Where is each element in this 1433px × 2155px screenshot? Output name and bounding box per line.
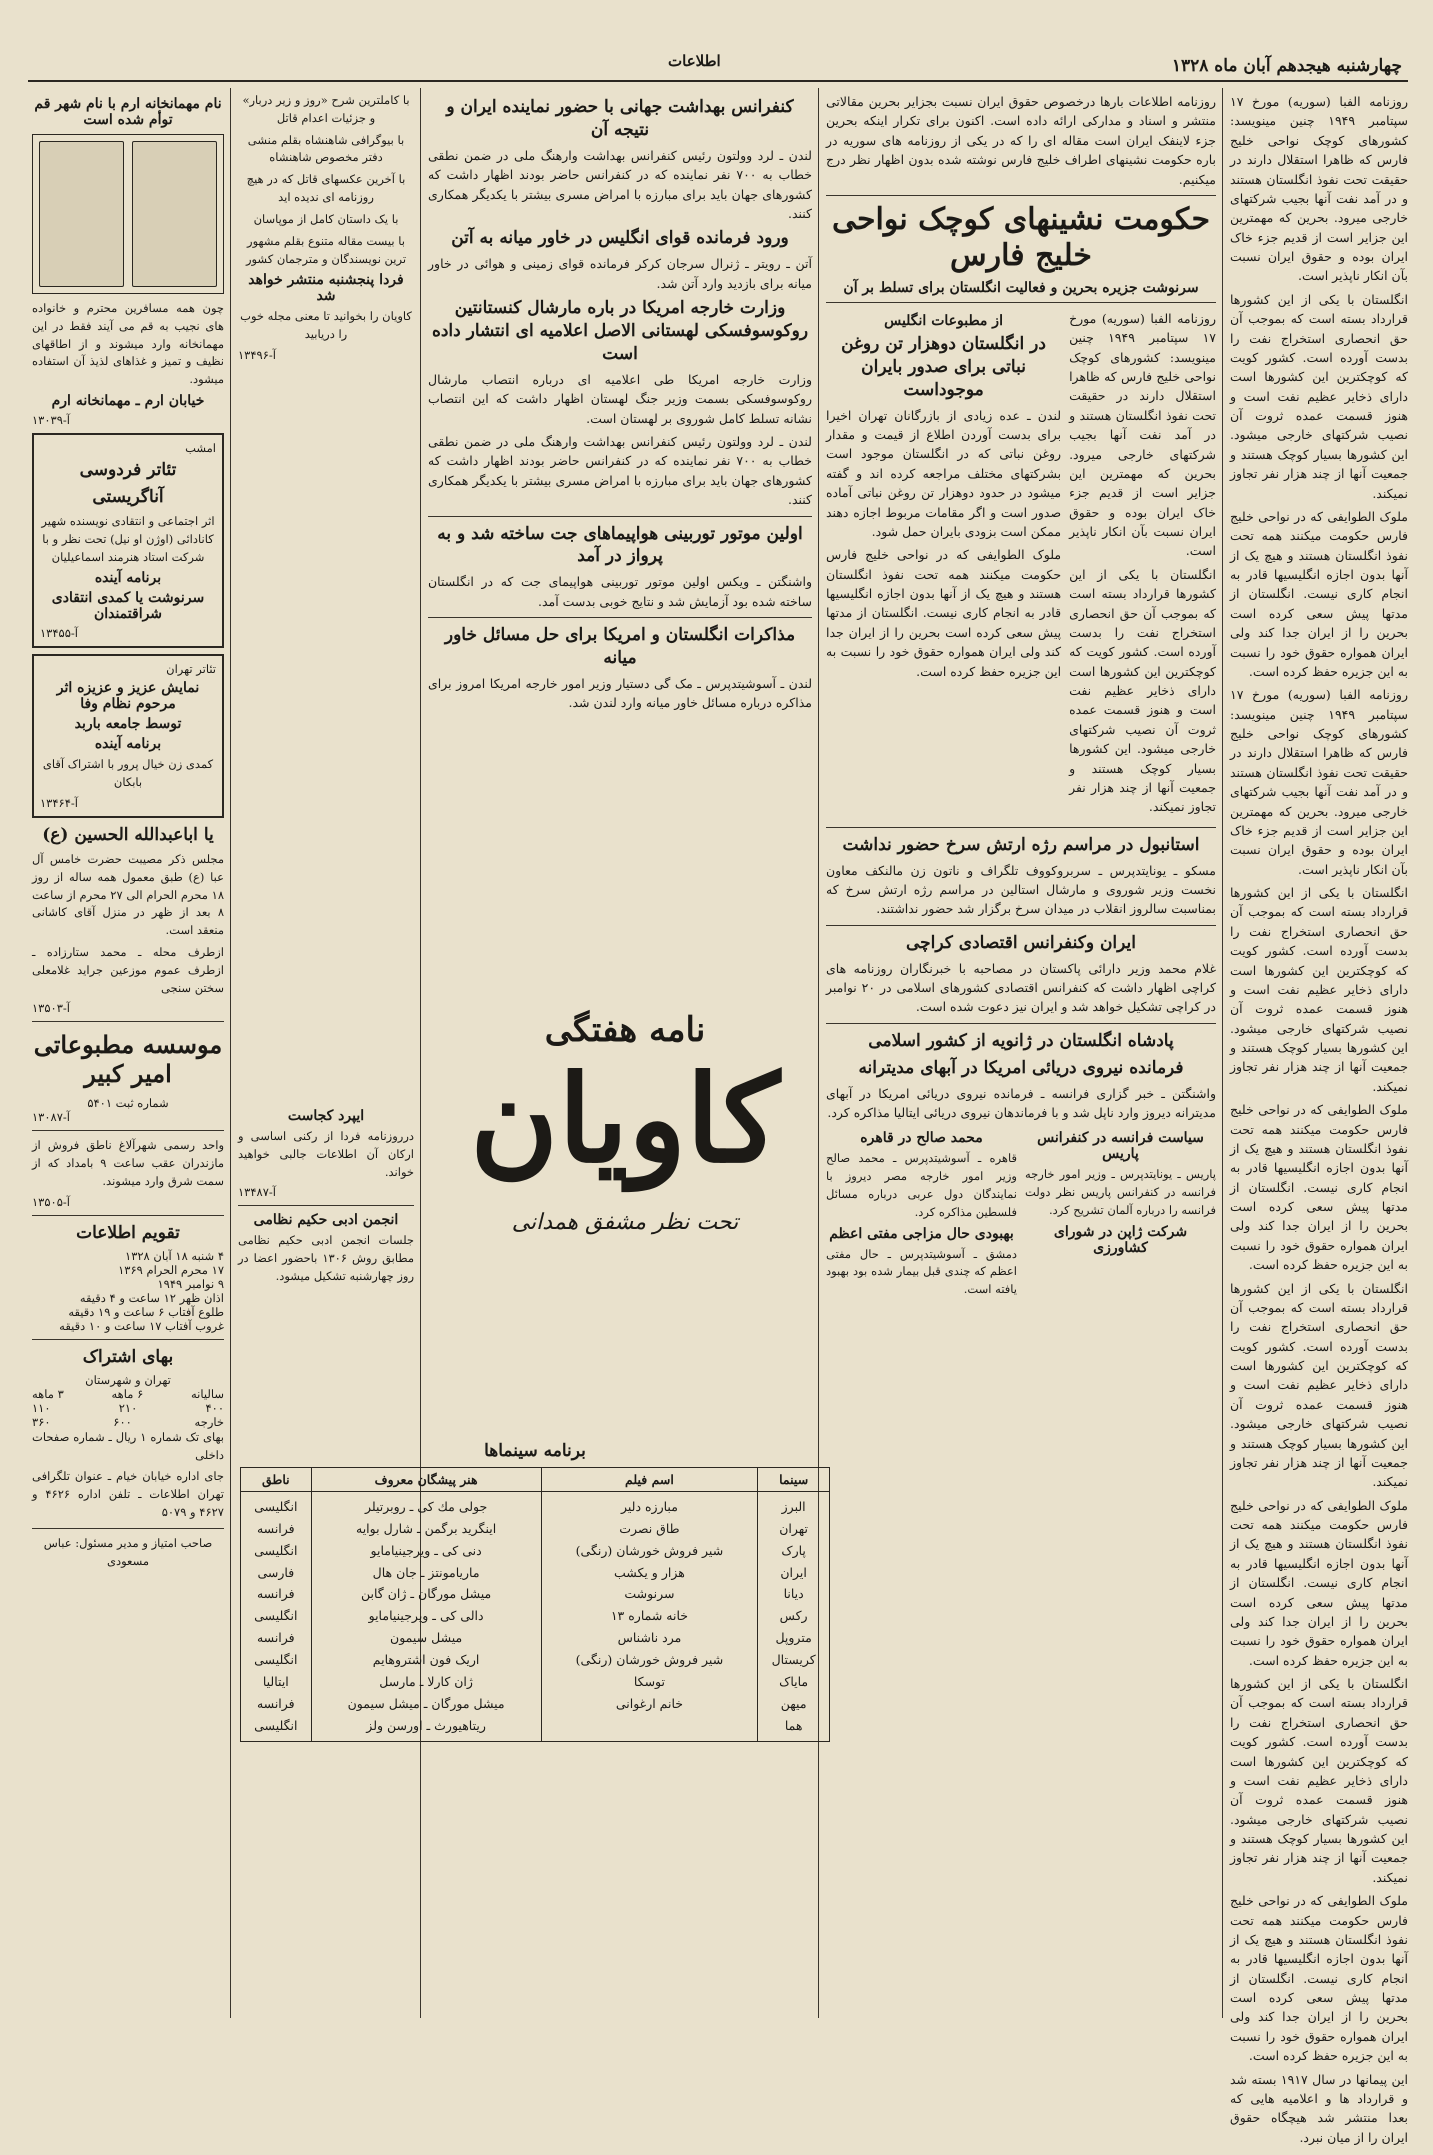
film-name: توسکا	[633, 1673, 665, 1689]
cinema-names-cell	[758, 1491, 830, 1741]
cinema-name: کریستال	[771, 1652, 816, 1668]
film-name: شیر فروش خورشان (رنگی)	[575, 1542, 724, 1558]
karachi-headline: ایران وکنفرانس اقتصادی کراچی	[906, 932, 1136, 953]
cinema-name: مایاک	[779, 1673, 809, 1689]
king-headline: پادشاه انگلستان در ژانویه از کشور اسلامی	[868, 1030, 1174, 1051]
talks-headline: مذاکرات انگلستان و امریکا برای حل مسائل خاور میانه	[444, 625, 796, 669]
navy-headline: فرمانده نیروی دریائی امریکا در آبهای مدیترانه	[858, 1057, 1184, 1078]
hotel-text: چون همه مسافرین محترم و خانواده های نجیب به قم می آیند فقط در این مهمانخانه وارد میشوند و از اطاقهای نظیف و تمیز و غذاهای لذیذ آن استفاده میشود.	[32, 301, 224, 387]
sub-price: ۲۱۰	[118, 1400, 138, 1415]
next-play: سرنوشت یا کمدی انتقادی شراقتمندان	[51, 590, 205, 623]
sub-header: سالیانه	[191, 1386, 224, 1401]
sub-header: ۳ ماهه	[32, 1386, 64, 1401]
theatre-ferdowsi-ad	[32, 433, 224, 648]
film-language: فرانسه	[256, 1586, 295, 1602]
promo-line: کاویان را بخوانید تا معنی مجله خوب را دریابید	[240, 309, 412, 342]
promo-line: با کاملترین شرح «روز و زیر دربار» و جزئیات اعدام قاتل	[242, 93, 410, 125]
article-text: انگلستان با یکی از این کشورها قرارداد بسته است که بموجب آن حق انحصاری استخراج نفت را بدست آورده است. کشور کویت که کوچکترین این کشورها است دارای ذخایر عظیم نفت است و هنوز قسمت عمده ثروت آن نصیب شرکتهای خارجی میشود. این کشورها بسیار کوچک هستند و جمعیت آنها از چند هزار نفر تجاوز نمیکند.	[1230, 885, 1408, 1094]
article-text: لندن ـ عده زیادی از بازرگانان تهران اخیرا برای بدست آوردن اطلاع از قیمت و مقدار روغن نباتی که در انگلستان موجود است بشرکتهای مختلف مراجعه کرده اند و گفته میشود در حدود دوهزار تن روغن نباتی آماده صدور است و اگر مقامات مربوط اجازه دهند ممکن است بزودی بایران حمل شود.	[826, 407, 1062, 539]
sub-price: ۱۱۰	[32, 1400, 51, 1415]
article-text: این پیمانها در سال ۱۹۱۷ بسته شد و قرارداد ها و اعلامیه هایی که بعدا منتشر شد هیچگاه حقوق ایران را از میان نبرد.	[1230, 2071, 1408, 2145]
office-address: جای اداره خیابان خیام ـ عنوان تلگرافی تهران اطلاعات ـ تلفن اداره ۴۶۲۶ و ۴۶۲۷ و ۵۰۷۹	[32, 1469, 224, 1519]
kavian-editor: تحت نظر مشفق همدانی	[511, 1210, 739, 1235]
film-language: فرانسه	[256, 1520, 295, 1536]
cinema-col-header: اسم فیلم	[541, 1467, 758, 1491]
subscription-region: تهران و شهرستان	[85, 1372, 171, 1387]
health-headline: بهبودی حال مزاجی مفتی اعظم	[829, 1225, 1014, 1242]
cinema-name: میهن	[780, 1695, 807, 1711]
theatre-name: تئاتر فردوسی	[79, 460, 177, 481]
film-name: سرنوشت	[624, 1586, 675, 1602]
actor-names: میشل سیمون	[390, 1630, 463, 1646]
column-world-news	[424, 88, 816, 993]
subscription-title: بهای اشتراک	[82, 1346, 174, 1367]
divider	[826, 827, 1216, 828]
film-name: خانه شماره ۱۳	[610, 1608, 689, 1624]
actor-names: دالی کی ـ ویرجینیامایو	[368, 1608, 484, 1624]
cinema-name: پارک	[781, 1542, 806, 1558]
cinema-row	[241, 1491, 830, 1741]
cinema-program	[240, 1436, 830, 1996]
divider	[826, 302, 1216, 303]
rokossovsky-headline: وزارت خارجه امریکا در باره مارشال کنستانتین روکوسوفسکی لهستانی الاصل اعلامیه ای انتشار داده است	[431, 298, 809, 364]
article-text: واشنگتن ـ خبر گزاری فرانسه ـ فرمانده نیروی دریائی امریکا در آبهای مدیترانه دیروز وارد ناپل شد و با فرماندهان نیروی دریائی ایتالیا مذاکره کرد.	[826, 1085, 1216, 1120]
article-text: انگلستان با یکی از این کشورها قرارداد بسته است که بموجب آن حق انحصاری استخراج نفت را بدست آورده است. کشور کویت که کوچکترین این کشورها است دارای ذخایر عظیم نفت است و هنوز قسمت عمده ثروت آن نصیب شرکتهای خارجی میشود. این کشورها بسیار کوچک هستند و جمعیت آنها از چند هزار نفر تجاوز نمیکند.	[1230, 291, 1408, 501]
sub-label: خارجه	[194, 1414, 224, 1429]
divider	[32, 1528, 224, 1529]
cinema-col-header: هنر پیشگان معروف	[311, 1467, 541, 1491]
play-name: نمایش عزیز و عزیزه اثر مرحوم نظام وفا	[56, 680, 200, 713]
sub-header: ۶ ماهه	[111, 1386, 144, 1401]
man-illustration-icon	[132, 141, 217, 287]
man-illustration-icon	[39, 141, 124, 287]
gulf-article-row	[826, 309, 1216, 821]
promo-line: با بیست مقاله متنوع بقلم مشهور ترین نویسندگان و مترجمان کشور	[245, 233, 407, 266]
divider	[238, 1205, 414, 1206]
article-text: مسکو ـ یونایتدپرس ـ سربروکووف تلگراف و ناتون زن مالنکف معاون نخست وزیر شوروی و مارشال استالین در مراسم رژه ارتش سرخ که بمناسبت سالروز انقلاب در میدان سرخ برگزار شد حضور نداشتند.	[826, 862, 1216, 917]
calendar-row: ۹ نوامبر ۱۹۴۹	[157, 1276, 224, 1291]
divider	[32, 1021, 224, 1022]
cinema-name: متروپل	[775, 1630, 812, 1646]
france-headline: سیاست فرانسه در کنفرانس پاریس	[1037, 1130, 1204, 1163]
cinema-name: دیانا	[783, 1586, 804, 1602]
article-text: ملوک الطوایفی که در نواحی خلیج فارس حکومت میکنند همه تحت نفوذ انگلستان هستند و هیچ یک از آنها بدون اجازه انگلیسیها قادر به انجام کاری نیست. انگلستان از مدتها پیش سعی کرده است بحرین را از ایران جدا کند ولی ایران همواره حقوق خود را نسبت به این جزیره حفظ کرده است.	[1230, 1102, 1408, 1273]
column-far-right	[1226, 88, 1412, 2155]
film-language: فرانسه	[256, 1630, 295, 1646]
ad-code: آ-۱۳۴۶۴	[40, 796, 78, 810]
film-language: انگلیسی	[254, 1498, 298, 1514]
hotel-illustration	[32, 134, 224, 294]
theatre-tehran-ad	[32, 654, 224, 818]
article-text: لندن ـ آسوشیتدپرس ـ مک گی دستیار وزیر امور خارجه امریکا امروز برای مذاکره درباره مسائل خاور میانه وارد لندن شد.	[428, 676, 812, 711]
promo-release: فردا پنجشنبه منتشر خواهد شد	[248, 272, 404, 305]
imam-title: یا اباعبدالله الحسین (ع)	[42, 825, 214, 845]
brief-row	[826, 1126, 1216, 1303]
issue-date: چهارشنبه هیجدهم آبان ماه ۱۳۲۸	[1171, 56, 1402, 76]
article-text: ملوک الطوایفی که در نواحی خلیج فارس حکومت میکنند همه تحت نفوذ انگلستان هستند و هیچ یک از آنها بدون اجازه انگلیسیها قادر به انجام کاری نیست. انگلستان از مدتها پیش سعی کرده است بحرین را از ایران جدا کند ولی ایران همواره حقوق خود را نسبت به این جزیره حفظ کرده است.	[1230, 1893, 1408, 2064]
cinema-name: ایران	[780, 1564, 807, 1580]
ad-code: آ-۱۳۰۳۹	[32, 413, 70, 428]
article-text: ملوک الطوایفی که در نواحی خلیج فارس حکومت میکنند همه تحت نفوذ انگلستان هستند و هیچ یک از آنها بدون اجازه انگلیسیها قادر به انجام کاری نیست. انگلستان از مدتها پیش سعی کرده است بحرین را از ایران جدا کند ولی ایران همواره حقوق خود را نسبت به این جزیره حفظ کرده است.	[1230, 1497, 1408, 1668]
article-text: انگلستان با یکی از این کشورها قرارداد بسته است که بموجب آن حق انحصاری استخراج نفت را بدست آورده است. کشور کویت که کوچکترین این کشورها است دارای ذخایر عظیم نفت است و هنوز قسمت عمده ثروت آن نصیب شرکتهای خارجی میشود. این کشورها بسیار کوچک هستند و جمعیت آنها از چند هزار نفر تجاوز نمیکند.	[1230, 1676, 1408, 1885]
subscription-foreign	[32, 1415, 224, 1429]
brief-right	[1025, 1126, 1216, 1303]
column-rule	[230, 88, 231, 2018]
ipgd-title: ایپرد کجاست	[287, 1108, 365, 1124]
tonight-label: امشب	[185, 441, 216, 456]
sub-price: ۳۶۰	[32, 1414, 51, 1429]
article-text: لندن ـ لرد وولتون رئیس کنفرانس بهداشت وارهنگ ملی در ضمن نطقی خطاب به ۷۰۰ نفر نماینده که در کنفرانس حاضر بودند اظهار داشت که کشورهای جهان باید برای مبارزه با امراض مسری بیشتر با یکدیگر همکاری کنند.	[428, 434, 812, 508]
film-language: انگلیسی	[254, 1542, 298, 1558]
divider	[826, 925, 1216, 926]
calendar-row: غروب آفتاب ۱۷ ساعت و ۱۰ دقیقه	[59, 1318, 224, 1333]
divider	[826, 195, 1216, 196]
actor-names: ژان کارلا ـ مارسل	[379, 1673, 473, 1689]
subheadline: سرنوشت جزیره بحرین و فعالیت انگلستان برای تسلط بر آن	[843, 279, 1199, 296]
press-registration: شماره ثبت ۵۴۰۱	[87, 1096, 169, 1111]
film-name: مرد ناشناس	[617, 1630, 682, 1646]
film-language: انگلیسی	[254, 1652, 298, 1668]
divider	[32, 1215, 224, 1216]
article-text: ملوک الطوایفی که در نواحی خلیج فارس حکومت میکنند همه تحت نفوذ انگلستان هستند و هیچ یک از آنها بدون اجازه انگلیسیها قادر به انجام کاری نیست. انگلستان از مدتها پیش سعی کرده است بحرین را از ایران جدا کند ولی ایران همواره حقوق خود را نسبت به این جزیره حفظ کرده است.	[1230, 508, 1408, 679]
column-ads	[28, 88, 228, 1578]
subscription-headers	[32, 1387, 224, 1401]
cinema-name: تهران	[779, 1520, 809, 1536]
gulf-article-right	[1069, 309, 1216, 821]
subscription-domestic	[32, 1401, 224, 1415]
source-label: از مطبوعات انگلیس	[884, 312, 1003, 329]
owner-signature: صاحب امتیاز و مدیر مسئول: عباس مسعودی	[43, 1535, 213, 1568]
column-kavian-promo	[234, 88, 418, 1098]
actor-names: ریتاهیورث ـ اورسن ولز	[366, 1717, 486, 1733]
article-text: انگلستان با یکی از این کشورها قرارداد بسته است که بموجب آن حق انحصاری استخراج نفت را بدست آورده است. کشور کویت که کوچکترین این کشورها است دارای ذخایر عظیم نفت است و هنوز قسمت عمده ثروت آن نصیب شرکتهای خارجی میشود. این کشورها بسیار کوچک هستند و جمعیت آنها از چند هزار نفر تجاوز نمیکند.	[1069, 566, 1216, 815]
kavian-promo	[430, 1350, 814, 1440]
film-names-cell	[541, 1491, 758, 1741]
calendar-row: ۴ شنبه ۱۸ آبان ۱۳۲۸	[125, 1248, 224, 1263]
divider	[32, 1339, 224, 1340]
paper-name: اطلاعات	[668, 52, 721, 70]
next-play: کمدی زن خیال پرور با اشتراک آقای بابکان	[42, 757, 214, 790]
calendar-row: اذان ظهر ۱۲ ساعت و ۴ دقیقه	[79, 1290, 224, 1305]
actor-names: دنی کی ـ ویرجینیامایو	[370, 1542, 482, 1558]
film-language: فارسی	[257, 1564, 295, 1580]
column-small-ads	[234, 1100, 418, 1430]
article-text: روزنامه الفبا (سوریه) مورخ ۱۷ سپتامبر ۱۹۴۹ چنین مینویسد: کشورهای کوچک نواحی خلیج فارس که ظاهرا استقلال دارند در حقیقت تحت نفوذ انگلستان هستند و در آمد نفت آنها بجیب شرکتهای خارجی میرود. بحرین که مهمترین این جزایر است از قدیم جزء خاک ایران بوده و حقوق ایران نسبت بآن انکار ناپذیر است.	[1230, 687, 1408, 877]
hakim-text: جلسات انجمن ادبی حکیم نظامی مطابق روش ۱۳۰۶ باحضور اعضا در روز چهارشنبه تشکیل میشود.	[238, 1233, 414, 1284]
hakim-title: انجمن ادبی حکیم نظامی	[253, 1212, 399, 1229]
imam-signers: ازطرف محله ـ محمد ستارزاده ـ ازطرف عموم موزعین جراید غلامعلی سختن سنجی	[32, 945, 224, 995]
actor-names: جولی مك كی ـ روبرتیلر	[364, 1498, 488, 1514]
calendar-title: تقویم اطلاعات	[76, 1222, 180, 1243]
cinema-header-row	[241, 1467, 830, 1491]
film-name: شیر فروش خورشان (رنگی)	[575, 1652, 724, 1668]
film-language: ایتالیا	[262, 1673, 289, 1689]
article-text: غلام محمد وزیر دارائی پاکستان در مصاحبه با خبرنگاران روزنامه های کراچی اظهار داشت که کنفرانس اقتصادی کشورهای اسلامی در ۲۰ نوامبر در کراچی تشکیل خواهد شد و ایران نیز دعوت شده است.	[826, 960, 1216, 1015]
cinema-col-header: ناطق	[241, 1467, 312, 1491]
cinema-title: برنامه سینماها	[484, 1441, 586, 1461]
article-text: ملوک الطوایفی که در نواحی خلیج فارس حکومت میکنند همه تحت نفوذ انگلستان هستند و هیچ یک از آنها بدون اجازه انگلیسیها قادر به انجام کاری نیست. انگلستان از مدتها پیش سعی کرده است بحرین را از ایران جدا کند ولی ایران همواره حقوق خود را نسبت به این جزیره حفظ کرده است.	[826, 547, 1062, 679]
ad-code: آ-۱۳۵۰۵	[32, 1194, 70, 1209]
next-program-label: برنامه آینده	[94, 570, 162, 587]
sub-price: ۶۰۰	[113, 1414, 132, 1429]
istanbul-headline: استانبول در مراسم رژه ارتش سرخ حضور نداشت	[842, 834, 1200, 855]
ipgd-text: درروزنامه فردا از رکنی اساسی و ارکان آن اطلاعات جالبی خواهید خواند.	[238, 1129, 414, 1179]
health-conf-headline: کنفرانس بهداشت جهانی با حضور نماینده ایران و نتیجه آن	[446, 97, 794, 140]
kavian-weekly-label: نامه هفتگی	[544, 1010, 706, 1050]
film-language: انگلیسی	[254, 1717, 298, 1733]
theatre-label: تئاتر تهران	[166, 662, 216, 677]
actor-names: اریک فون اشتروهایم	[372, 1652, 480, 1668]
imam-text: مجلس ذکر مصیبت حضرت خامس آل عبا (ع) طبق معمول همه ساله از روز ۱۸ محرم الحرام الی ۲۷ محرم از ساعت ۸ بعد از ظهر در منزل آقای کاشانی منعقد است.	[32, 851, 224, 938]
actor-names: ماریامونتز ـ جان هال	[372, 1564, 480, 1580]
article-text: آتن ـ رویتر ـ ژنرال سرجان کرکر فرمانده قوای زمینی و هوائی در خاور میانه برای بازدید وارد آتن شد.	[428, 256, 812, 291]
cinema-col-header: سینما	[758, 1467, 830, 1491]
hotel-title: نام مهمانخانه ارم با نام شهر قم توأم شده است	[34, 96, 222, 128]
actor-names: اینگرید برگمن ـ شارل بوایه	[356, 1520, 497, 1536]
article-text: پاریس ـ یونایتدپرس ـ وزیر امور خارجه فرانسه در کنفرانس پاریس نظر دولت فرانسه را درباره آلمان تشریح کرد.	[1025, 1167, 1216, 1217]
film-name: هزار و یکشب	[614, 1564, 685, 1580]
sub-price: ۴۰۰	[205, 1400, 224, 1415]
kavian-title: کاویان	[470, 1049, 780, 1190]
article-text: قاهره ـ آسوشیتدپرس ـ محمد صالح وزیر امور خارجه مصر دیروز با نمایندگان دول عربی درباره مسائل فلسطین مذاکره کرد.	[826, 1151, 1017, 1219]
article-text: لندن ـ لرد وولتون رئیس کنفرانس بهداشت وارهنگ ملی در ضمن نطقی خطاب به ۷۰۰ نفر نماینده که در کنفرانس حاضر بودند اظهار داشت که کشورهای جهان باید برای مبارزه با امراض مسری بیشتر با یکدیگر همکاری کنند.	[428, 147, 812, 221]
film-language: فرانسه	[256, 1695, 295, 1711]
language-cell	[241, 1491, 312, 1741]
article-text: روزنامه الفبا (سوریه) مورخ ۱۷ سپتامبر ۱۹۴۹ چنین مینویسد: کشورهای کوچک نواحی خلیج فارس که ظاهرا استقلال دارند در حقیقت تحت نفوذ انگلستان هستند و در آمد نفت آنها بجیب شرکتهای خارجی میرود. بحرین که مهمترین این جزایر است از قدیم جزء خاک ایران بوده و حقوق ایران نسبت بآن انکار ناپذیر است.	[1069, 310, 1216, 559]
actor-names: میشل مورگان ـ میشل سیمون	[347, 1695, 505, 1711]
film-name: طاق نصرت	[619, 1520, 680, 1536]
cinema-name: هما	[784, 1717, 803, 1733]
gulf-article-left	[826, 309, 1061, 821]
rasht-text: واحد رسمی شهرآلاغ ناطق فروش از مازندران عقب ساعت ۹ بامداد که از سمت شرق وارد میشوند.	[32, 1138, 224, 1189]
article-intro: روزنامه اطلاعات بارها درخصوص حقوق ایران نسبت بجزایر بحرین مقالاتی منتشر و اسناد و مدارکی ارائه داده است. اکنون برای تکرار اینکه بحرین جزء لاینفک ایران است مقاله ای را که در یکی از روزنامه های سوریه در باره حکومت نشینهای اطراف خلیج فارس نوشته شده بدون اظهار نظر درج میکنیم.	[826, 94, 1216, 187]
cinema-table	[240, 1467, 830, 1742]
cairo-headline: محمد صالح در قاهره	[860, 1130, 983, 1147]
promo-line: با آخرین عکسهای قاتل که در هیچ روزنامه ای ندیده اید	[246, 172, 406, 205]
divider	[428, 617, 812, 618]
ad-code: آ-۱۳۴۹۶	[238, 347, 276, 362]
single-issue-price: بهای تک شماره ۱ ریال ـ شماره صفحات داخلی	[32, 1429, 224, 1462]
press-name: موسسه مطبوعاتی امیر کبیر	[33, 1030, 223, 1089]
promo-line: با یک داستان کامل از موپاسان	[253, 211, 399, 226]
column-gulf	[822, 88, 1220, 1307]
ad-code: آ-۱۳۰۸۷	[32, 1110, 70, 1125]
calendar-row: ۱۷ محرم الحرام ۱۳۶۹	[118, 1262, 224, 1277]
divider	[428, 516, 812, 517]
film-language: انگلیسی	[254, 1608, 298, 1624]
promo-line: با بیوگرافی شاهنشاه بقلم منشی دفتر مخصوص شاهنشاه	[247, 132, 405, 165]
article-text: انگلستان با یکی از این کشورها قرارداد بسته است که بموجب آن حق انحصاری استخراج نفت را بدست آورده است. کشور کویت که کوچکترین این کشورها است دارای ذخایر عظیم نفت است و هنوز قسمت عمده ثروت آن نصیب شرکتهای خارجی میشود. این کشورها بسیار کوچک هستند و جمعیت آنها از چند هزار نفر تجاوز نمیکند.	[1230, 1280, 1408, 1490]
film-name: خانم ارغوانی	[615, 1695, 684, 1711]
article-text: وزارت خارجه امریکا طی اعلامیه ای درباره انتصاب مارشال روکوسوفسکی بسمت وزیر جنگ لهستان اظهار داشت که این انتصاب نشانه تسلط کامل شوروی بر لهستان است.	[428, 371, 812, 426]
masthead	[28, 52, 1408, 82]
column-rule	[1222, 88, 1223, 2018]
article-text: روزنامه الفبا (سوریه) مورخ ۱۷ سپتامبر ۱۹۴۹ چنین مینویسد: کشورهای کوچک نواحی خلیج فارس که ظاهرا استقلال دارند در حقیقت تحت نفوذ انگلستان هستند و در آمد نفت آنها بجیب شرکتهای خارجی میرود. بحرین که مهمترین این جزایر است از قدیم جزء خاک ایران بوده و حقوق ایران نسبت بآن انکار ناپذیر است.	[1230, 94, 1408, 284]
play-name: آناگریستی	[92, 487, 164, 507]
brief-left	[826, 1126, 1017, 1303]
ad-code: آ-۱۳۵۰۳	[32, 1001, 70, 1016]
ad-code: آ-۱۳۴۸۷	[238, 1185, 276, 1200]
next-program-label: برنامه آینده	[94, 736, 162, 753]
cinema-name: رکس	[779, 1608, 808, 1624]
troupe-name: توسط جامعه باربد	[74, 716, 182, 733]
article-text: دمشق ـ آسوشیتدپرس ـ حال مفتی اعظم که چندی قبل بیمار شده بود بهبود یافته است.	[826, 1246, 1017, 1297]
divider	[32, 1130, 224, 1131]
headline: حکومت نشینهای کوچک نواحی خلیج فارس	[831, 201, 1211, 273]
jet-headline: اولین موتور توربینی هواپیماهای جت ساخته شد و به پرواز در آمد	[437, 523, 803, 567]
actor-names-cell	[311, 1491, 541, 1741]
ad-code: آ-۱۳۴۵۵	[40, 626, 78, 641]
cinema-name: البرز	[781, 1498, 806, 1514]
oil-headline: در انگلستان دوهزار تن روغن نباتی برای صدور بایران موجوداست	[841, 333, 1046, 400]
film-name: مبارزه دلیر	[620, 1498, 678, 1514]
calendar-row: طلوع آفتاب ۶ ساعت و ۱۹ دقیقه	[68, 1304, 224, 1319]
japan-headline: شرکت ژاپن در شورای کشاورزی	[1053, 1223, 1188, 1256]
article-text: واشنگتن ـ ویکس اولین موتور توربینی هواپیمای جت که در انگلستان ساخته شده بود آزمایش شد و نتایج خوبی بدست آمد.	[428, 574, 812, 609]
play-description: اثر اجتماعی و انتقادی نویسنده شهیر کانادائی (اوژن او نیل) تحت نظر و با شرکت استاد هنرمند اسماعیلیان	[41, 513, 215, 564]
divider	[826, 1023, 1216, 1024]
hotel-address: خیابان ارم ـ مهمانخانه ارم	[51, 393, 205, 410]
actor-names: میشل مورگان ـ ژان گابن	[360, 1586, 492, 1602]
commander-headline: ورود فرمانده قوای انگلیس در خاور میانه به آتن	[451, 228, 789, 249]
